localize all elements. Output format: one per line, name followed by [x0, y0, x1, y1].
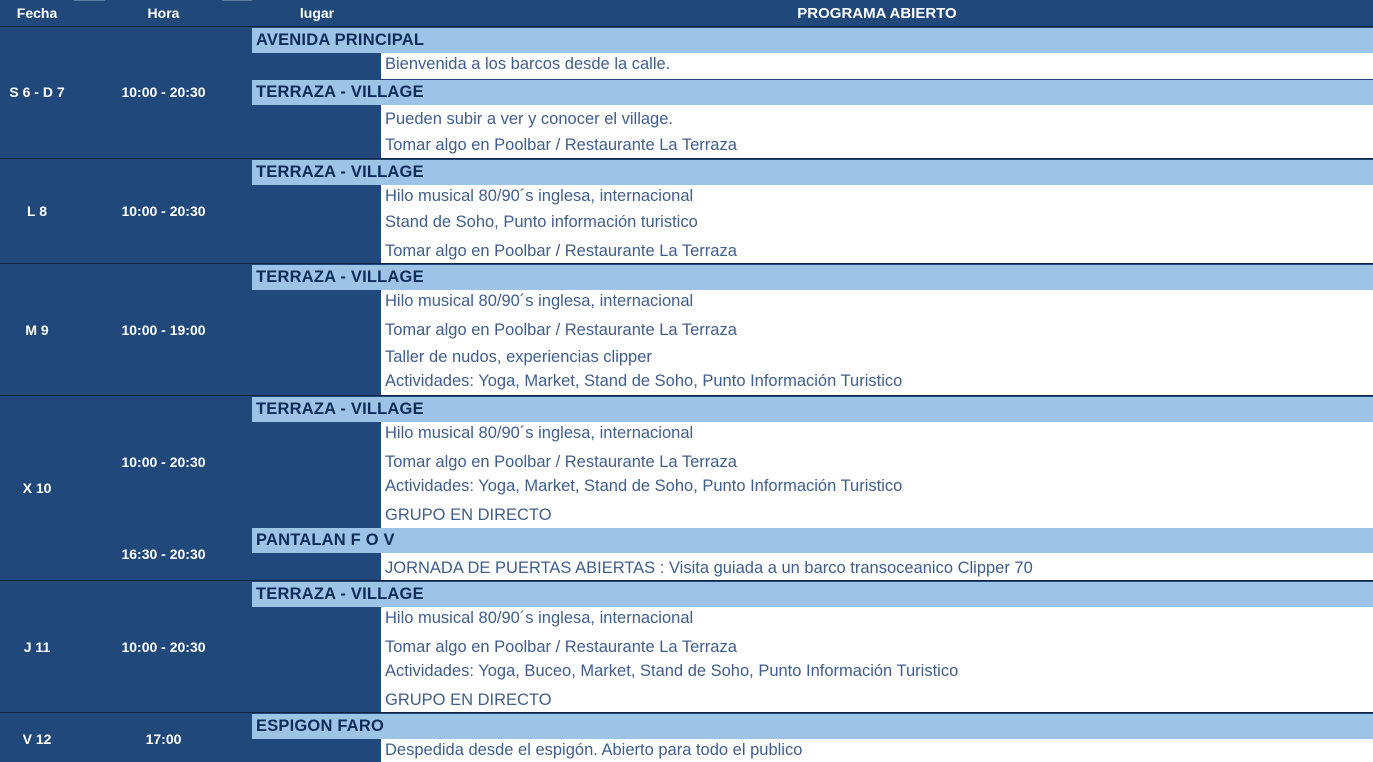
place-header: TERRAZA - VILLAGE [252, 80, 1373, 105]
activity-item: Actividades: Yoga, Market, Stand de Soho, Punto Información Turistico [385, 477, 903, 495]
day-divider [0, 263, 1373, 264]
activity-item: Actividades: Yoga, Buceo, Market, Stand de Soho, Punto Información Turistico [385, 662, 959, 680]
date-cell: S 6 - D 7 [9, 84, 65, 100]
activity-item: Despedida desde el espigón. Abierto para todo el publico [385, 741, 803, 759]
activity-item: GRUPO EN DIRECTO [385, 506, 552, 524]
activity-item: Stand de Soho, Punto información turistico [385, 213, 698, 231]
place-header: ESPIGON FARO [252, 714, 1373, 739]
time-cell: 10:00 - 20:30 [121, 454, 206, 470]
column-header-hora: Hora [105, 0, 222, 27]
place-header: PANTALAN F O V [252, 528, 1373, 553]
date-cell: X 10 [22, 480, 52, 496]
column-header-programa: PROGRAMA ABIERTO [381, 0, 1373, 27]
place-header: TERRAZA - VILLAGE [252, 397, 1373, 422]
activity-item: GRUPO EN DIRECTO [385, 691, 552, 709]
place-header: TERRAZA - VILLAGE [252, 582, 1373, 607]
place-header: AVENIDA PRINCIPAL [252, 28, 1373, 53]
activity-item: Pueden subir a ver y conocer el village. [385, 110, 673, 128]
time-cell: 10:00 - 20:30 [121, 639, 206, 655]
time-cell: 10:00 - 19:00 [121, 322, 206, 338]
column-header-lugar: lugar [252, 0, 382, 27]
date-cell: M 9 [25, 322, 49, 338]
activity-item: Tomar algo en Poolbar / Restaurante La Terraza [385, 453, 737, 471]
time-cell: 10:00 - 20:30 [121, 203, 206, 219]
activity-item: JORNADA DE PUERTAS ABIERTAS : Visita guiada a un barco transoceanico Clipper 70 [385, 559, 1033, 577]
activity-item: Hilo musical 80/90´s inglesa, internacional [385, 424, 694, 442]
day-divider [0, 712, 1373, 713]
date-cell: J 11 [23, 639, 51, 655]
day-divider [0, 158, 1373, 159]
activity-item: Hilo musical 80/90´s inglesa, internacional [385, 609, 694, 627]
activity-item: Tomar algo en Poolbar / Restaurante La Terraza [385, 242, 737, 260]
activity-item: Hilo musical 80/90´s inglesa, internacional [385, 187, 694, 205]
place-header: TERRAZA - VILLAGE [252, 160, 1373, 185]
place-header: TERRAZA - VILLAGE [252, 265, 1373, 290]
day-divider [0, 580, 1373, 581]
activity-item: Tomar algo en Poolbar / Restaurante La Terraza [385, 321, 737, 339]
activity-item: Hilo musical 80/90´s inglesa, internacional [385, 292, 694, 310]
day-divider [0, 395, 1373, 396]
time-cell: 17:00 [145, 731, 182, 747]
header-divider [0, 26, 1373, 27]
activity-item: Taller de nudos, experiencias clipper [385, 348, 652, 366]
activity-item: Tomar algo en Poolbar / Restaurante La Terraza [385, 136, 737, 154]
date-cell: V 12 [22, 731, 52, 747]
time-cell-secondary: 16:30 - 20:30 [121, 546, 206, 562]
activity-item: Tomar algo en Poolbar / Restaurante La Terraza [385, 638, 737, 656]
time-cell: 10:00 - 20:30 [121, 84, 206, 100]
activity-item: Actividades: Yoga, Market, Stand de Soho, Punto Información Turistico [385, 372, 903, 390]
activity-item: Bienvenida a los barcos desde la calle. [385, 55, 671, 73]
column-header-fecha: Fecha [0, 0, 74, 27]
date-cell: L 8 [27, 203, 47, 219]
